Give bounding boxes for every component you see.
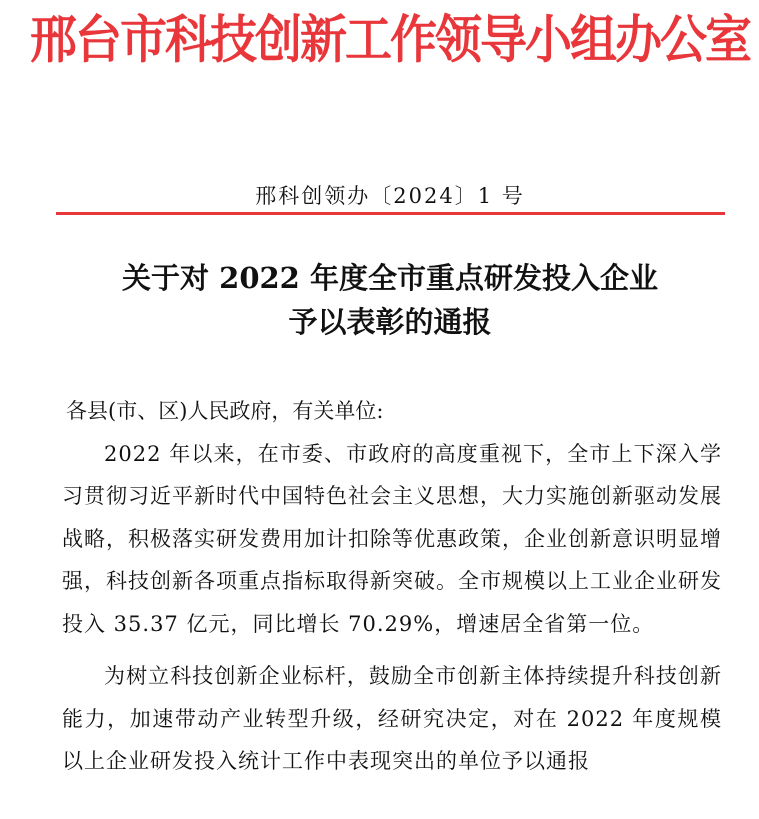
body-paragraph-2: 为树立科技创新企业标杆，鼓励全市创新主体持续提升科技创新能力，加速带动产业转型升级，经研究决定，对在 2022 年度规模以上企业研发投入统计工作中表现突出的单位予以通报 — [62, 664, 722, 773]
document-title — [0, 256, 759, 344]
salutation: 各县(市、区)人民政府，有关单位: — [66, 399, 384, 423]
document-title-line-1: 关于对 2022 年度全市重点研发投入企业 — [122, 261, 658, 295]
document-number: 邢科创领办〔2024〕1 号 — [255, 184, 525, 208]
body-paragraph-1: 2022 年以来，在市委、市政府的高度重视下，全市上下深入学习贯彻习近平新时代中国特色社会主义思想，大力实施创新驱动发展战略，积极落实研发费用加计扣除等优惠政策，企业创新意识明显增强，科技创新各项重点指标取得新突破。全市规模以上工业企业研发投入 35.37 亿元，同比增长 70.29%，增速居全省第一位。 — [62, 441, 722, 636]
document-title-line-2: 予以表彰的通报 — [288, 305, 492, 339]
red-header-rule — [56, 212, 725, 215]
document-body — [62, 390, 722, 783]
issuing-organization-heading: 邢台市科技创新工作领导小组办公室 — [30, 10, 750, 71]
